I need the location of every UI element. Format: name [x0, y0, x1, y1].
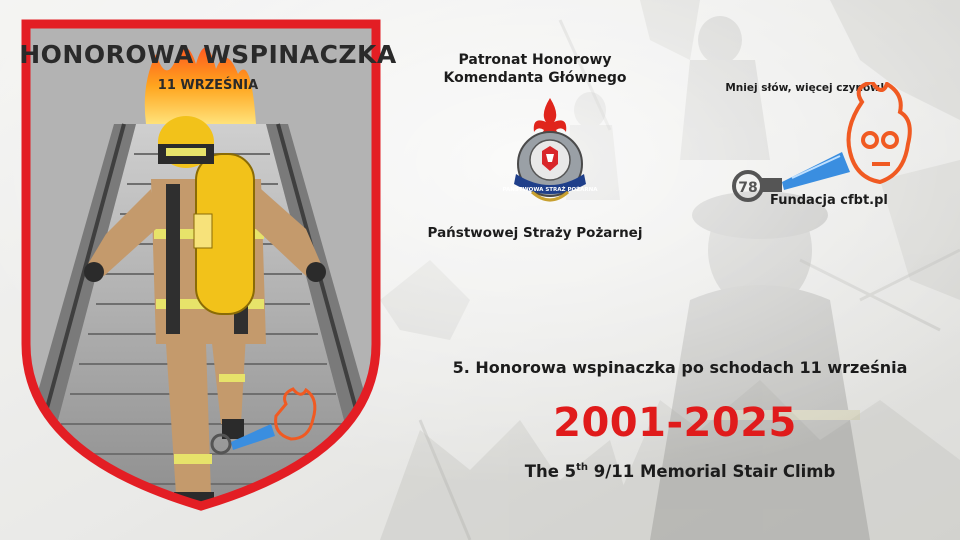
psp-institution-name: Państwowej Straży Pożarnej	[427, 225, 643, 241]
english-title-suffix: 9/11 Memorial Stair Climb	[588, 462, 836, 481]
foundation-slogan: Mniej słów, więcej czynów!	[725, 82, 885, 94]
water-spray-icon	[782, 152, 850, 190]
event-years: 2001-2025	[553, 400, 797, 446]
psp-emblem-logo	[502, 96, 598, 206]
badge-date: 11 WRZEŚNIA	[157, 78, 259, 93]
event-badge	[16, 14, 397, 514]
psp-logo-text: PAŃSTWOWA STRAŻ POŻARNA	[502, 187, 598, 193]
event-english-title	[460, 462, 900, 481]
patronage-line-2: Komendanta Głównego	[443, 70, 627, 86]
patronage-line-1: Patronat Honorowy	[458, 52, 612, 68]
english-title-ordinal: th	[576, 461, 589, 473]
foundation-name: Fundacja cfbt.pl	[770, 193, 888, 208]
badge-title: HONOROWA WSPINACZKA	[19, 40, 397, 69]
flaming-skull-icon	[849, 82, 910, 182]
foundation-logo-number: 78	[738, 180, 758, 196]
english-title-prefix: The 5	[524, 462, 577, 481]
event-subtitle: 5. Honorowa wspinaczka po schodach 11 września	[452, 358, 908, 377]
